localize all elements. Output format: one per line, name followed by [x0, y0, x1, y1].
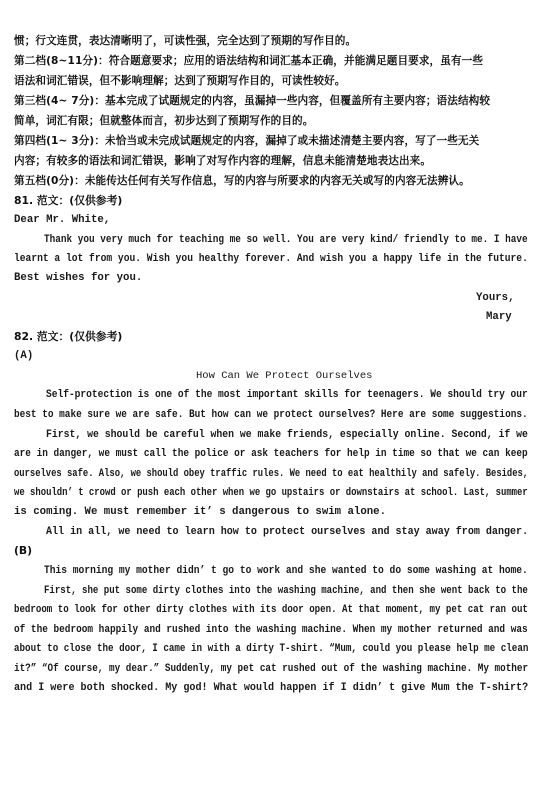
essay-a-line-5: ourselves safe. Also, we should obey traffic rules. We need to eat healthily and safely. Besides,	[14, 468, 529, 480]
q81-body-line-3: Best wishes for you.	[14, 272, 143, 284]
rubric-band-2-line-1: 第二档(8~11分)：符合题意要求；应用的语法结构和词汇基本正确，并能满足题目要求，虽有一些	[14, 55, 484, 67]
rubric-band-2-line-2: 语法和词汇错误，但不影响理解；达到了预期写作目的，可读性较好。	[14, 75, 346, 87]
essay-b-line-2: First, she put some dirty clothes into the washing machine, and then she went back to the	[44, 585, 528, 597]
q81-body-line-1: Thank you very much for teaching me so well. You are very kind/ friendly to me. I have	[44, 234, 528, 246]
q81-signature: Mary	[486, 311, 512, 323]
q82-label-a: (A)	[14, 350, 34, 362]
rubric-band-4-line-1: 第四档(1~ 3分)：未恰当或未完成试题规定的内容，漏掉了或未描述清楚主要内容，写了一些无关	[14, 135, 480, 147]
essay-a-line-4: are in danger, we must call the police or ask teachers for help in time so that we can keep	[14, 448, 528, 460]
essay-b-line-5: about to close the door, I came in with a dirty T-shirt. “Mum, could you please help me clean	[14, 643, 529, 655]
q81-heading: 81. 范文：(仅供参考)	[14, 194, 123, 207]
rubric-line-0: 惯；行文连贯，表达清晰明了，可读性强，完全达到了预期的写作目的。	[14, 35, 357, 47]
essay-a-line-8: All in all, we need to learn how to protect ourselves and stay away from danger.	[46, 526, 529, 538]
rubric-band-3-line-1: 第三档(4~ 7分)：基本完成了试题规定的内容，虽漏掉一些内容，但覆盖所有主要内容；语法结构较	[14, 95, 491, 107]
q81-greeting: Dear Mr. White,	[14, 214, 111, 226]
essay-a-line-2: best to make sure we are safe. But how can we protect ourselves? Here are some suggestions.	[14, 409, 528, 421]
rubric-band-5: 第五档(0分)：未能传达任何有关写作信息，写的内容与所要求的内容无关或写的内容无法辨认。	[14, 175, 470, 187]
essay-b-line-1: This morning my mother didn’ t go to work and she wanted to do some washing at home.	[44, 565, 528, 577]
essay-a-line-3: First, we should be careful when we make friends, especially online. Second, if we	[46, 429, 528, 441]
q82-label-b: (B)	[14, 544, 33, 557]
q82-heading: 82. 范文：(仅供参考)	[14, 330, 123, 343]
essay-b-line-6: it?” “Of course, my dear.” Suddenly, my pet cat rushed out of the washing machine. My mother	[14, 663, 529, 675]
essay-b-line-7: and I were both shocked. My god! What would happen if I didn’ t give Mum the T-shirt?	[14, 682, 529, 694]
essay-a-title: How Can We Protect Ourselves	[196, 370, 373, 382]
q81-body-line-2: learnt a lot from you. Wish you healthy forever. And wish you a happy life in the future.	[14, 253, 528, 265]
essay-a-line-1: Self-protection is one of the most important skills for teenagers. We should try our	[46, 389, 528, 401]
essay-a-line-6: we shouldn’ t crowd or push each other when we go upstairs or downstairs at school. Last, summer	[14, 487, 528, 499]
rubric-band-3-line-2: 简单，词汇有限；但就整体而言，初步达到了预期写作的目的。	[14, 115, 314, 127]
rubric-band-4-line-2: 内容；有较多的语法和词汇错误，影响了对写作内容的理解，信息未能清楚地表达出来。	[14, 155, 432, 167]
q81-closing: Yours,	[476, 292, 515, 304]
essay-b-line-4: of the bedroom happily and rushed into the washing machine. When my mother returned and was	[14, 624, 528, 636]
essay-b-line-3: bedroom to look for other dirty clothes with its door open. At that moment, my pet cat ran out	[14, 604, 528, 616]
essay-a-line-7: is coming. We must remember it’ s dangerous to swim alone.	[14, 506, 386, 518]
